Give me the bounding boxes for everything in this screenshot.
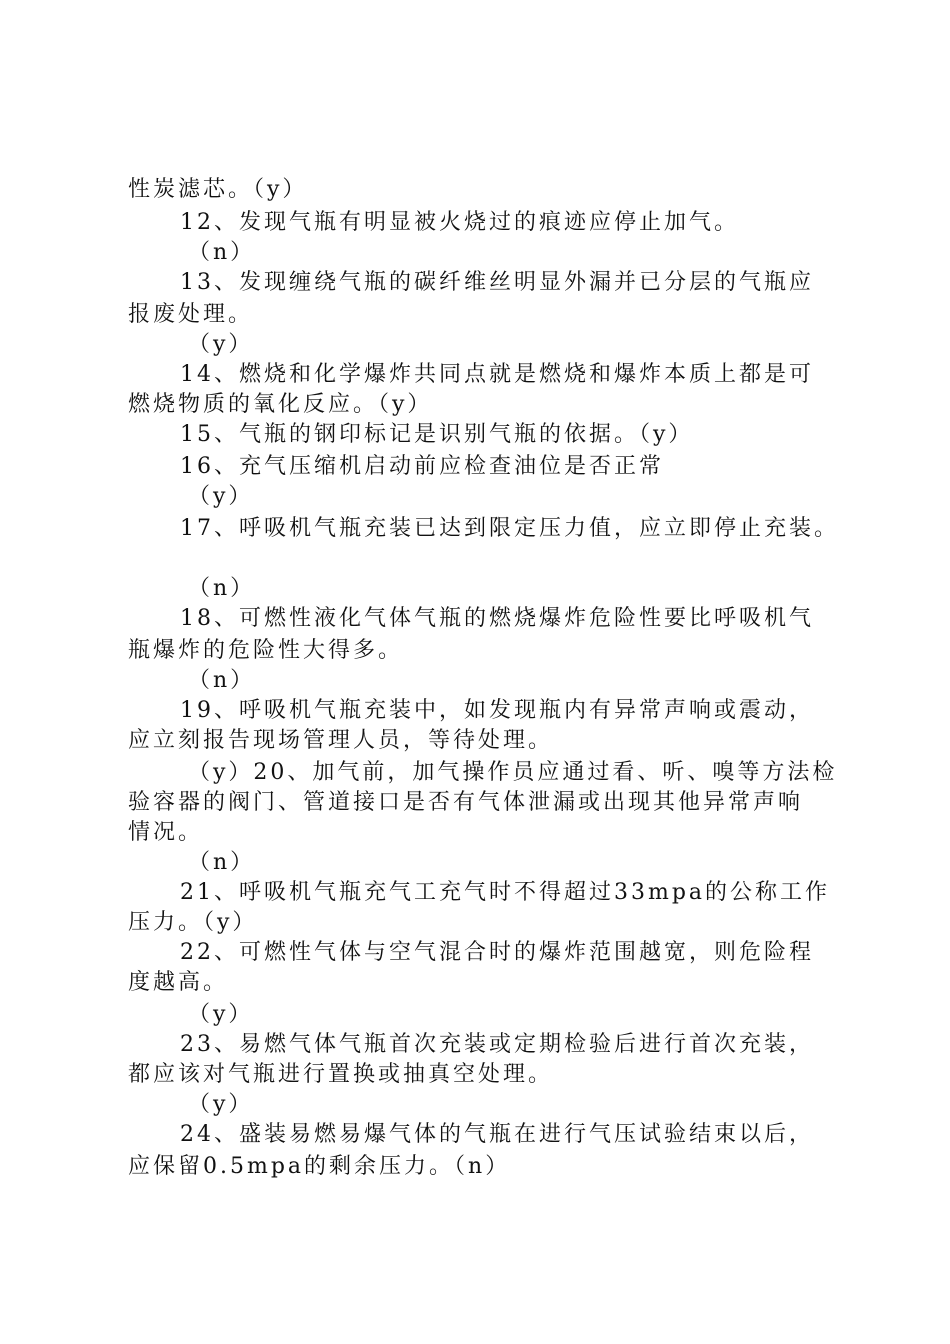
text-line: 报废处理。 — [128, 302, 254, 327]
text-line: 应立刻报告现场管理人员，等待处理。 — [128, 728, 554, 753]
text-line: 19、呼吸机气瓶充装中，如发现瓶内有异常声响或震动， — [180, 698, 814, 723]
text-line: 性炭滤芯。（y） — [128, 177, 308, 202]
text-line: 16、充气压缩机启动前应检查油位是否正常 — [180, 454, 664, 479]
text-line: 燃烧物质的氧化反应。（y） — [128, 392, 433, 417]
text-line: （y） — [188, 1002, 254, 1027]
text-line: 15、气瓶的钢印标记是识别气瓶的依据。（y） — [180, 422, 694, 447]
text-line: （n） — [188, 668, 256, 693]
text-line: 23、易燃气体气瓶首次充装或定期检验后进行首次充装， — [180, 1032, 814, 1057]
text-line: 21、呼吸机气瓶充气工充气时不得超过33mpa的公称工作 — [180, 880, 831, 905]
text-line: 13、发现缠绕气瓶的碳纤维丝明显外漏并已分层的气瓶应 — [180, 270, 814, 295]
text-line: 情况。 — [128, 820, 204, 845]
text-line: （n） — [188, 240, 256, 265]
text-line: 18、可燃性液化气体气瓶的燃烧爆炸危险性要比呼吸机气 — [180, 606, 814, 631]
text-line: （y）20、加气前，加气操作员应通过看、听、嗅等方法检 — [188, 760, 838, 785]
text-line: 应保留0.5mpa的剩余压力。（n） — [128, 1154, 511, 1179]
text-line: 12、发现气瓶有明显被火烧过的痕迹应停止加气。 — [180, 210, 739, 235]
text-line: 17、呼吸机气瓶充装已达到限定压力值，应立即停止充装。 — [180, 516, 839, 541]
text-line: （y） — [188, 1092, 254, 1117]
text-line: （n） — [188, 576, 256, 601]
text-line: 度越高。 — [128, 970, 229, 995]
text-line: （y） — [188, 484, 254, 509]
text-line: （y） — [188, 332, 254, 357]
text-line: 都应该对气瓶进行置换或抽真空处理。 — [128, 1062, 554, 1087]
text-line: 验容器的阀门、管道接口是否有气体泄漏或出现其他异常声响 — [128, 790, 804, 815]
text-line: 瓶爆炸的危险性大得多。 — [128, 638, 404, 663]
text-line: 14、燃烧和化学爆炸共同点就是燃烧和爆炸本质上都是可 — [180, 362, 814, 387]
text-line: 22、可燃性气体与空气混合时的爆炸范围越宽，则危险程 — [180, 940, 814, 965]
text-line: 压力。（y） — [128, 910, 258, 935]
text-line: 24、盛装易燃易爆气体的气瓶在进行气压试验结束以后， — [180, 1122, 814, 1147]
text-line: （n） — [188, 850, 256, 875]
